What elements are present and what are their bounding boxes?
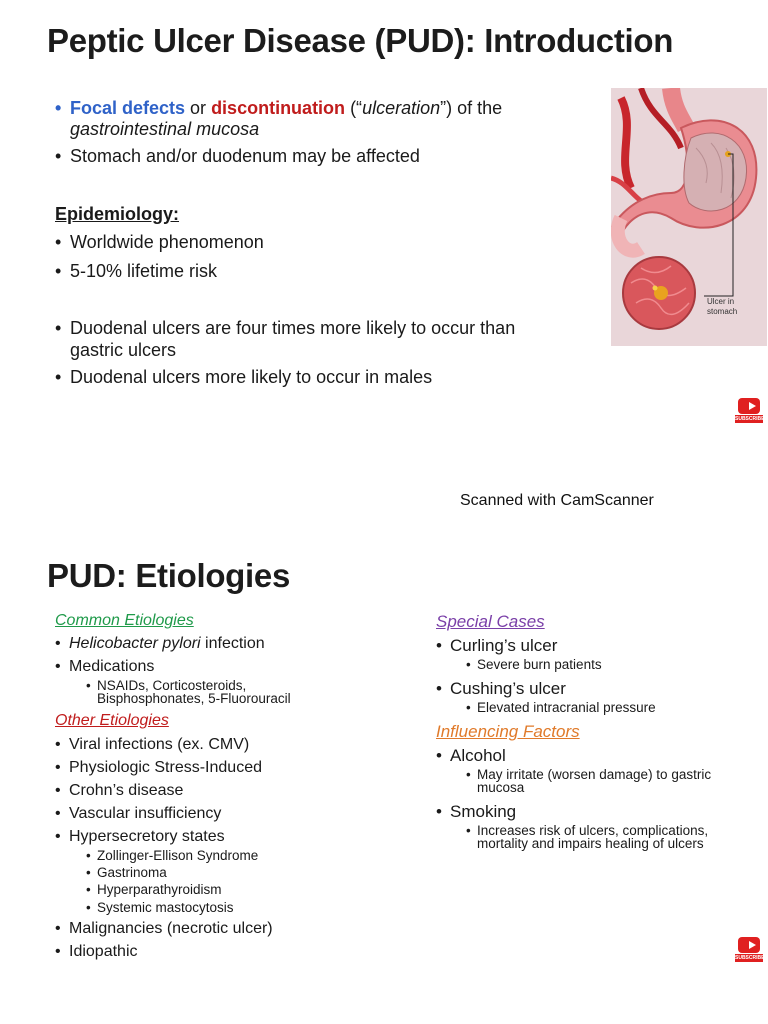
common-etiologies-heading: Common Etiologies [55, 612, 194, 629]
special-cases-heading: Special Cases [436, 612, 545, 631]
sub-item-cont: Bisphosphonates, 5-Fluorouracil [97, 691, 291, 706]
stomach-ulcer-illustration [611, 88, 767, 346]
list-item: • Medications [55, 658, 155, 675]
bullet-stomach: • Stomach and/or duodenum may be affected [55, 146, 420, 166]
list-item: • Smoking [436, 802, 517, 821]
subscribe-button[interactable]: SUBSCRIBE [735, 937, 763, 963]
list-item: • Idiopathic [55, 943, 138, 960]
slide-title: Peptic Ulcer Disease (PUD): Introduction [47, 22, 674, 59]
list-item: • Alcohol [436, 746, 506, 765]
list-item: • Crohn’s disease [55, 782, 184, 799]
play-icon [738, 398, 760, 414]
illustration-label: Ulcer in stomach [707, 297, 738, 316]
list-item: • Cushing’s ulcer [436, 679, 566, 698]
sub-item-cont: mortality and impairs healing of ulcers [477, 836, 704, 851]
bullet-duodenal-frequency: • Duodenal ulcers are four times more likely to occur than [55, 318, 516, 338]
bullet-definition-cont: gastrointestinal mucosa [70, 119, 260, 139]
epi-item: • Worldwide phenomenon [55, 232, 264, 252]
subscribe-button[interactable]: SUBSCRIBE [735, 398, 763, 424]
scanner-watermark: Scanned with CamScanner [460, 492, 654, 509]
sub-item: • NSAIDs, Corticosteroids, [86, 678, 247, 693]
list-item: • Hypersecretory states [55, 828, 225, 845]
list-item: • Curling’s ulcer [436, 636, 558, 655]
focal-defects-text: Focal defects [70, 98, 186, 118]
sub-item: • Gastrinoma [86, 865, 167, 880]
influencing-factors-heading: Influencing Factors [436, 722, 580, 741]
list-item: • Vascular insufficiency [55, 805, 222, 822]
bullet-duodenal-frequency-cont: gastric ulcers [70, 340, 177, 360]
sub-item: • Severe burn patients [466, 657, 602, 672]
sub-item: • Hyperparathyroidism [86, 882, 222, 897]
slide-title: PUD: Etiologies [47, 557, 291, 594]
bullet-duodenal-males: • Duodenal ulcers more likely to occur in males [55, 367, 433, 387]
sub-item: • Systemic mastocytosis [86, 900, 234, 915]
sub-item-cont: mucosa [477, 780, 525, 795]
other-etiologies-heading: Other Etiologies [55, 712, 169, 729]
epidemiology-heading: Epidemiology: [55, 204, 180, 224]
bullet-definition: • Focal defects or discontinuation (“ulceration”) of the [55, 98, 503, 118]
discontinuation-text: discontinuation [211, 98, 346, 118]
sub-item: • May irritate (worsen damage) to gastric [466, 767, 712, 782]
slide-introduction [0, 0, 768, 432]
list-item: • Physiologic Stress-Induced [55, 759, 262, 776]
sub-item: • Elevated intracranial pressure [466, 700, 656, 715]
list-item: • Malignancies (necrotic ulcer) [55, 920, 273, 937]
slide-etiologies [0, 540, 768, 980]
epi-item: • 5-10% lifetime risk [55, 261, 218, 281]
stomach-illustration-graphic [611, 88, 767, 346]
list-item: • Helicobacter pylori infection [55, 635, 265, 652]
play-icon [738, 937, 760, 953]
sub-item: • Zollinger-Ellison Syndrome [86, 848, 259, 863]
list-item: • Viral infections (ex. CMV) [55, 736, 250, 753]
sub-item: • Increases risk of ulcers, complications, [466, 823, 709, 838]
